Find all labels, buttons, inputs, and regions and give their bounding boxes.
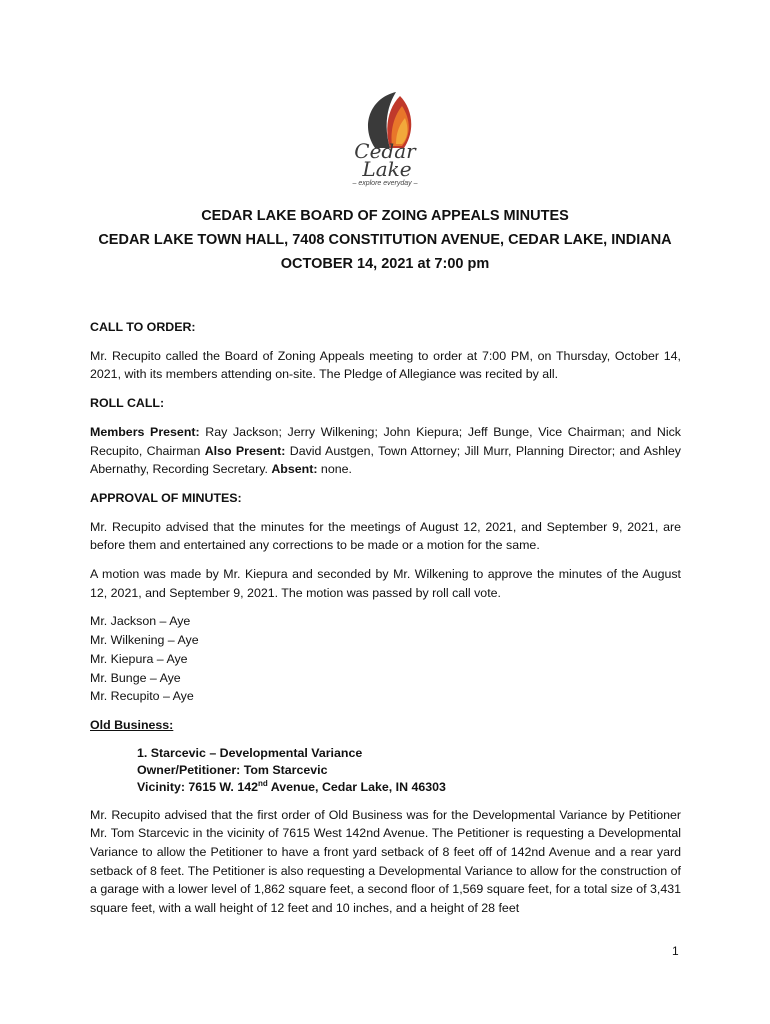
absent-label: Absent:	[271, 462, 318, 477]
page-number: 1	[672, 944, 679, 958]
call-to-order-text: Mr. Recupito called the Board of Zoning Appeals meeting to order at 7:00 PM, on Thursday, October 14, 2021, with its members attending on-site. The Pledge of Allegiance was recited by all.	[90, 348, 681, 382]
vicinity-superscript: nd	[258, 778, 268, 788]
approval-para-2: A motion was made by Mr. Kiepura and seconded by Mr. Wilkening to approve the minutes of the August 12, 2021, and September 9, 2021. The motion was passed by roll call vote.	[90, 567, 681, 600]
vote-item: Mr. Kiepura – Aye	[90, 651, 188, 666]
vote-item: Mr. Bunge – Aye	[90, 670, 181, 685]
minutes-body	[90, 318, 681, 928]
vote-item: Mr. Jackson – Aye	[90, 614, 191, 629]
logo-tagline: – explore everyday –	[352, 180, 418, 187]
logo-word-lake: Lake	[362, 157, 412, 181]
approval-heading: APPROVAL OF MINUTES:	[90, 490, 242, 505]
absent-text: none.	[317, 462, 352, 477]
vicinity-prefix: Vicinity: 7615 W. 142	[137, 779, 258, 794]
title-line-2: CEDAR LAKE TOWN HALL, 7408 CONSTITUTION AVENUE, CEDAR LAKE, INDIANA	[98, 232, 672, 248]
item-vicinity	[137, 779, 681, 796]
vicinity-suffix: Avenue, Cedar Lake, IN 46303	[267, 779, 446, 794]
item-owner: Owner/Petitioner: Tom Starcevic	[137, 762, 328, 777]
members-present-text: Ray Jackson; Jerry Wilkening; John Kiepura; Jeff Bunge, Vice Chairman; and Nick Recupito, Chairman	[90, 424, 681, 458]
call-to-order-heading: CALL TO ORDER:	[90, 320, 196, 334]
roll-call-heading: ROLL CALL:	[90, 396, 165, 411]
logo-word-cedar: Cedar	[354, 139, 416, 163]
title-line-3: OCTOBER 14, 2021 at 7:00 pm	[280, 256, 490, 272]
also-present-label: Also Present:	[204, 443, 286, 458]
also-present-text: David Austgen, Town Attorney; Jill Murr, Planning Director; and Ashley Abernathy, Recording Secretary.	[90, 443, 681, 477]
members-present-label: Members Present:	[90, 424, 200, 439]
vote-item: Mr. Recupito – Aye	[90, 689, 194, 704]
document-title	[0, 204, 770, 276]
roll-call-text	[90, 423, 681, 479]
vote-item: Mr. Wilkening – Aye	[90, 633, 199, 648]
approval-para-1: Mr. Recupito advised that the minutes for the meetings of August 12, 2021, and September 9, 2021, are before them and entertained any corrections to be made or a motion for the same.	[90, 519, 681, 553]
item-title: 1. Starcevic – Developmental Variance	[137, 745, 363, 760]
old-business-text: Mr. Recupito advised that the first order of Old Business was for the Developmental Variance by Petitioner Mr. Tom Starcevic in the vicinity of 7615 West 142nd Avenue. The Petitioner is requesting a Developmental Variance to allow the Petitioner to have a front yard setback of 8 feet off of 142nd Avenue and a rear yard setback of 8 feet. The Petitioner is also requesting a Developmental Variance to allow for the construction of a garage with a lower level of 1,862 square feet, a second floor of 1,569 square feet, for a total size of 3,431 square feet, with a wall height of 12 feet and 10 inches, and a height of 28 feet	[90, 807, 681, 916]
old-business-heading: Old Business:	[90, 717, 174, 732]
title-line-1: CEDAR LAKE BOARD OF ZOING APPEALS MINUTES	[201, 208, 569, 224]
old-business-item	[137, 745, 681, 796]
vote-list	[90, 612, 681, 706]
